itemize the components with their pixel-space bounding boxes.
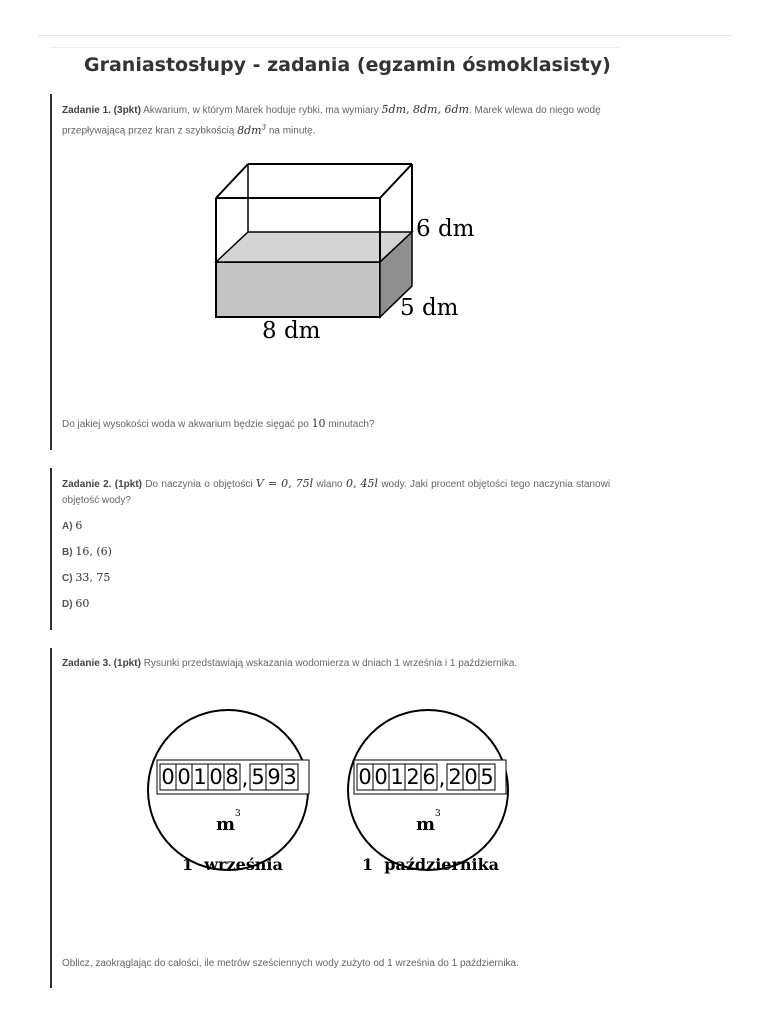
meter-digit: 5	[251, 765, 265, 789]
meter-digit: 1	[390, 765, 404, 789]
task-1-intro: Akwarium, w którym Marek hoduje rybki, ma wymiary	[143, 105, 379, 116]
task-2	[50, 468, 610, 630]
meter-unit-sept: m	[216, 814, 236, 835]
task-1-rate-exp: 3	[261, 123, 267, 131]
meter-october	[348, 710, 508, 874]
option-c[interactable]	[62, 571, 610, 597]
task-1-rate-base: 8dm	[237, 123, 262, 137]
meter-digit: 0	[358, 765, 372, 789]
meter-digit: ,	[241, 766, 249, 790]
option-a-letter: A)	[62, 521, 73, 532]
task-1-label: Zadanie 1. (3pkt)	[62, 105, 141, 116]
task-1-question-a: Do jakiej wysokości woda w akwarium będzie sięgać po	[62, 419, 309, 430]
meter-digit: 5	[480, 765, 494, 789]
meter-digit: 6	[422, 765, 436, 789]
task-1	[50, 94, 610, 450]
title-divider	[50, 47, 620, 48]
task-2-water: 0, 45l	[345, 477, 378, 490]
task-1-question	[62, 416, 610, 433]
meter-caption-sept: 1 września	[182, 855, 283, 874]
depth-label: 5 dm	[400, 295, 459, 321]
aquarium-figure	[210, 160, 510, 350]
meter-digit: 9	[267, 765, 281, 789]
option-b-letter: B)	[62, 547, 73, 558]
water-meter-figure	[142, 698, 542, 888]
task-2-intro: Do naczynia o objętości	[145, 479, 253, 490]
width-label: 8 dm	[262, 318, 321, 344]
meter-digit: 0	[374, 765, 388, 789]
task-1-dims: 5dm, 8dm, 6dm	[381, 103, 469, 116]
meter-digit: 0	[209, 765, 223, 789]
option-d-letter: D)	[62, 599, 73, 610]
meter-september	[148, 710, 309, 874]
task-3	[50, 648, 610, 988]
water-front-face	[216, 262, 380, 317]
task-1-question-b: minutach?	[328, 419, 375, 430]
meter-digit: 0	[464, 765, 478, 789]
task-3-question: Oblicz, zaokrąglając do całości, ile metrów sześciennych wody zużyto od 1 września do 1 października.	[62, 958, 519, 969]
meter-digit: 0	[161, 765, 175, 789]
task-1-rate	[237, 124, 266, 137]
page-title: Graniastosłupy - zadania (egzamin ósmoklasisty)	[84, 54, 611, 76]
task-2-label: Zadanie 2. (1pkt)	[62, 479, 142, 490]
meter-digit: 0	[177, 765, 191, 789]
task-3-text	[62, 656, 610, 672]
task-2-options	[62, 519, 610, 623]
meter-digit: 2	[448, 765, 462, 789]
meter-digit: ,	[438, 766, 446, 790]
water-top-surface	[216, 232, 412, 262]
meter-digit: 3	[283, 765, 297, 789]
option-a-value: 6	[75, 519, 83, 532]
option-b-value: 16, (6)	[75, 545, 112, 558]
meter-digit: 2	[406, 765, 420, 789]
option-a[interactable]	[62, 519, 610, 545]
task-2-text	[62, 476, 610, 509]
height-label: 6 dm	[416, 216, 475, 242]
task-2-question: wody. Jaki procent objętości tego naczynia stanowi objętość wody?	[62, 479, 611, 506]
task-2-middle: wlano	[316, 479, 343, 490]
task-1-text	[62, 102, 610, 140]
task-3-label: Zadanie 3. (1pkt)	[62, 658, 141, 669]
task-1-question-num: 10	[311, 417, 326, 430]
option-c-value: 33, 75	[75, 571, 111, 584]
meter-unit-oct: m	[416, 814, 436, 835]
task-1-middle: . Marek wlewa do niego wodę przepływającą przez kran z szybkością	[62, 105, 601, 137]
option-d-value: 60	[75, 597, 90, 610]
task-3-intro: Rysunki przedstawiają wskazania wodomierza w dniach 1 września i 1 października.	[143, 658, 518, 669]
option-c-letter: C)	[62, 573, 73, 584]
meter-digit: 1	[193, 765, 207, 789]
meter-unit-exp-sept: 3	[235, 809, 241, 819]
task-2-volume: V = 0, 75l	[255, 477, 314, 490]
task-1-end: na minutę.	[268, 125, 316, 137]
option-d[interactable]	[62, 597, 610, 623]
option-b[interactable]	[62, 545, 610, 571]
top-divider	[38, 35, 732, 36]
meter-digit: 8	[225, 765, 239, 789]
meter-caption-oct: 1 października	[362, 855, 500, 874]
meter-unit-exp-oct: 3	[435, 809, 441, 819]
